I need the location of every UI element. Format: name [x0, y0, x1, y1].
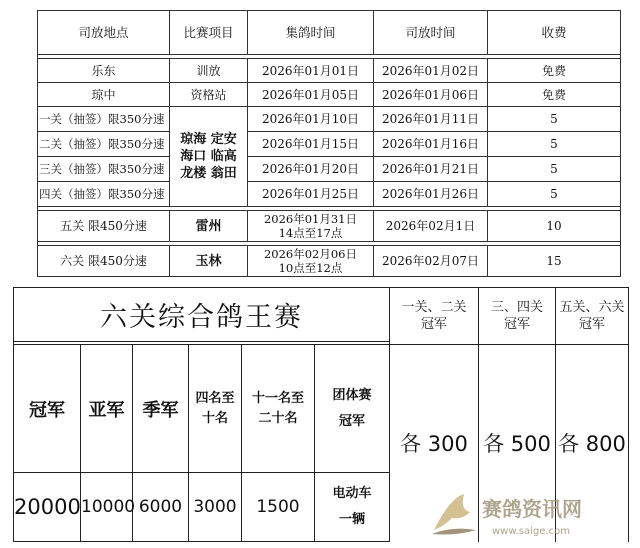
stage-header-line: 一关、二关	[401, 300, 467, 315]
fee-cell: 10	[488, 211, 621, 242]
header-fee: 收费	[488, 11, 621, 55]
race-schedule-table	[37, 10, 621, 277]
rank-line: 冠军	[338, 413, 365, 429]
rank-line: 十一名至	[251, 390, 304, 406]
header-collect-time: 集鸽时间	[248, 11, 374, 55]
watermark-text: 赛鸽资讯网	[482, 497, 582, 521]
collect-cell: 2026年01月01日	[248, 59, 374, 83]
rank-11-20	[242, 345, 315, 473]
item-cell: 资格站	[170, 83, 248, 107]
place-cell: 一关（抽签）限350分速	[38, 107, 170, 132]
merged-venue-cell	[170, 107, 248, 207]
stage-header-line: 五关、六关	[559, 300, 625, 315]
fee-cell: 5	[488, 157, 621, 182]
rank-4-10	[189, 345, 242, 473]
fee-cell: 5	[488, 182, 621, 207]
schedule-row	[38, 59, 621, 83]
collect-date: 2026年01月31日	[263, 212, 358, 226]
fee-cell: 5	[488, 132, 621, 157]
watermark-logo	[430, 490, 620, 540]
release-cell: 2026年01月11日	[374, 107, 488, 132]
pigeon-icon	[432, 494, 476, 535]
header-release-time: 司放时间	[374, 11, 488, 55]
venue-line: 琼海 定安	[180, 132, 237, 147]
fee-cell: 免费	[488, 59, 621, 83]
prize-amount: 1500	[242, 473, 315, 542]
stage-header-line: 三、四关	[490, 300, 543, 315]
place-cell: 四关（抽签）限350分速	[38, 182, 170, 207]
team-prize-line: 电动车	[332, 486, 372, 501]
fee-cell: 15	[488, 246, 621, 277]
rank-line: 团体赛	[332, 387, 372, 403]
team-prize	[315, 473, 390, 542]
schedule-row	[38, 211, 621, 242]
place-cell: 六关 限450分速	[38, 246, 170, 277]
rank-line: 十名	[201, 410, 228, 426]
schedule-row	[38, 157, 621, 182]
stage-header	[390, 288, 479, 345]
fee-cell: 免费	[488, 83, 621, 107]
collect-cell: 2026年01月10日	[248, 107, 374, 132]
header-race-item: 比赛项目	[170, 11, 248, 55]
item-cell: 训放	[170, 59, 248, 83]
prize-title: 六关综合鸽王赛	[14, 288, 390, 342]
collect-cell	[248, 246, 374, 277]
release-cell: 2026年01月26日	[374, 182, 488, 207]
venue-line: 海口 临高	[180, 149, 237, 164]
rank-champion: 冠军	[14, 345, 81, 473]
header-release-place: 司放地点	[38, 11, 170, 55]
stage-header	[479, 288, 556, 345]
collect-date: 2026年02月06日	[263, 247, 358, 261]
stage-prize: 各 300	[390, 345, 479, 542]
prize-amount: 6000	[133, 473, 189, 542]
stage-prize: 各 800	[556, 345, 629, 542]
stage-header-line: 冠军	[578, 317, 605, 332]
watermark-url: www.saige.com	[492, 526, 570, 537]
schedule-header-row	[38, 11, 621, 55]
collect-cell: 2026年01月05日	[248, 83, 374, 107]
team-prize-line: 一辆	[338, 512, 365, 527]
release-cell: 2026年01月06日	[374, 83, 488, 107]
release-cell: 2026年02月1日	[374, 211, 488, 242]
collect-hours: 10点至12点	[278, 261, 343, 275]
prize-amount: 20000	[14, 473, 81, 542]
place-cell: 乐东	[38, 59, 170, 83]
rank-team-champion	[315, 345, 390, 473]
schedule-row	[38, 182, 621, 207]
stage-header	[556, 288, 629, 345]
rank-runner-up: 亚军	[81, 345, 133, 473]
rank-third: 季军	[133, 345, 189, 473]
rank-line: 四名至	[195, 390, 235, 406]
place-cell: 琼中	[38, 83, 170, 107]
schedule-row	[38, 107, 621, 132]
item-cell: 雷州	[170, 211, 248, 242]
item-cell: 玉林	[170, 246, 248, 277]
venue-line: 龙楼 翁田	[180, 166, 237, 181]
fee-cell: 5	[488, 107, 621, 132]
schedule-row	[38, 132, 621, 157]
rank-line: 二十名	[258, 410, 298, 426]
schedule-row	[38, 246, 621, 277]
release-cell: 2026年01月16日	[374, 132, 488, 157]
collect-cell: 2026年01月25日	[248, 182, 374, 207]
stage-header-line: 冠军	[503, 317, 530, 332]
release-cell: 2026年01月02日	[374, 59, 488, 83]
place-cell: 三关（抽签）限350分速	[38, 157, 170, 182]
prize-amount: 10000	[81, 473, 133, 542]
release-cell: 2026年02月07日	[374, 246, 488, 277]
stage-header-line: 冠军	[420, 317, 447, 332]
release-cell: 2026年01月21日	[374, 157, 488, 182]
collect-cell	[248, 211, 374, 242]
place-cell: 二关（抽签）限350分速	[38, 132, 170, 157]
schedule-row	[38, 83, 621, 107]
stage-prize: 各 500	[479, 345, 556, 542]
place-cell: 五关 限450分速	[38, 211, 170, 242]
prize-amount: 3000	[189, 473, 242, 542]
collect-cell: 2026年01月15日	[248, 132, 374, 157]
collect-hours: 14点至17点	[278, 226, 343, 240]
collect-cell: 2026年01月20日	[248, 157, 374, 182]
